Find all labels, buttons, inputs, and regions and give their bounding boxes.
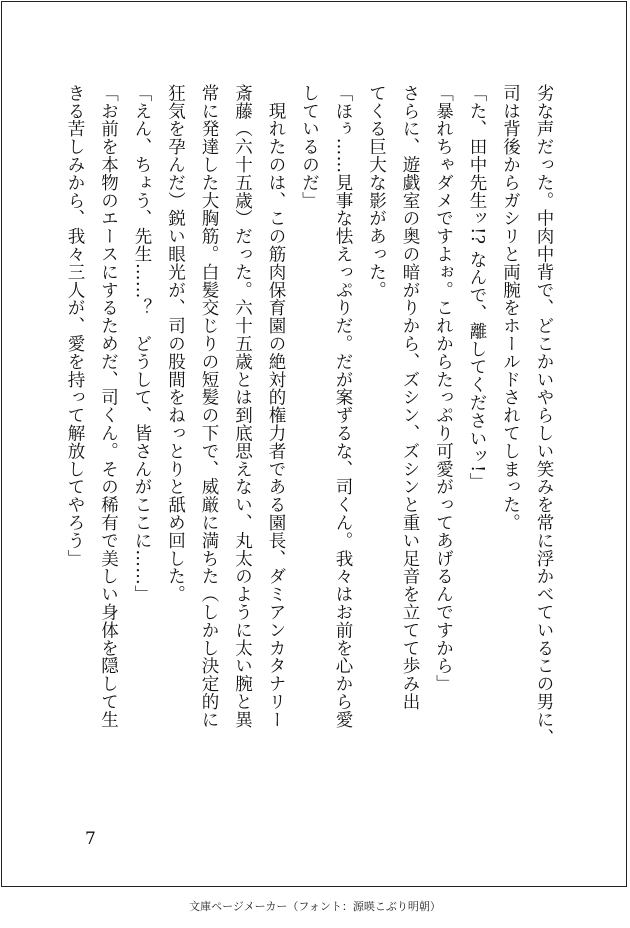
text-line-4: 「暴れちゃダメですよぉ。これからたっぷり可愛がってあげるんですから」 — [433, 84, 454, 693]
text-line-11: 常に発達した大胸筋。白髪交じりの短髪の下で、威厳に満ちた（しかし決定的に — [199, 84, 219, 729]
text-line-12: 狂気を孕んだ）鋭い眼光が、司の股間をねっとりと舐め回した。 — [165, 84, 186, 604]
vertical-text-block — [58, 84, 561, 842]
footer-credit: 文庫ページメーカー（フォント：源暎こぶり明朝） — [189, 900, 441, 913]
text-line-6: てくる巨大な影があった。 — [366, 84, 387, 299]
text-line-10: 斎藤（六十五歳）だった。六十五歳とは到底思えない、丸太のように太い腕と異 — [232, 84, 253, 729]
text-line-14: 「お前を本物のエースにするためだ、司くん。その稀有で美しい身体を隠して生 — [98, 84, 119, 729]
text-line-7: 「ほぅ……見事な怯えっぷりだ。だが案ずるな、司くん。我々はお前を心から愛 — [333, 84, 353, 729]
text-line-13: 「えん、ちょう、先生……？ どうして、皆さんがここに……」 — [132, 84, 152, 604]
text-line-1: 劣な声だった。中肉中背で、どこかいやらしい笑みを常に浮かべているこの男に、 — [534, 84, 554, 747]
text-line-9: 現れたのは、この筋肉保育園の絶対的権力者である園長、ダミアンカタナリー — [266, 84, 286, 729]
text-line-15: きる苦しみから、我々三人が、愛を持って解放してやろう」 — [65, 84, 85, 568]
text-line-8: しているのだ」 — [299, 84, 320, 210]
text-line-3: 「た、田中先生ッ!? なんで、離してくださいッ!」 — [467, 84, 487, 491]
text-line-5: さらに、遊戯室の奥の暗がりから、ズシン、ズシンと重い足音を立てて歩み出 — [400, 84, 420, 711]
page-number: 7 — [85, 829, 96, 849]
text-line-2: 司は背後からガシリと両腕をホールドされてしまった。 — [500, 84, 521, 532]
page-frame — [1, 1, 627, 887]
